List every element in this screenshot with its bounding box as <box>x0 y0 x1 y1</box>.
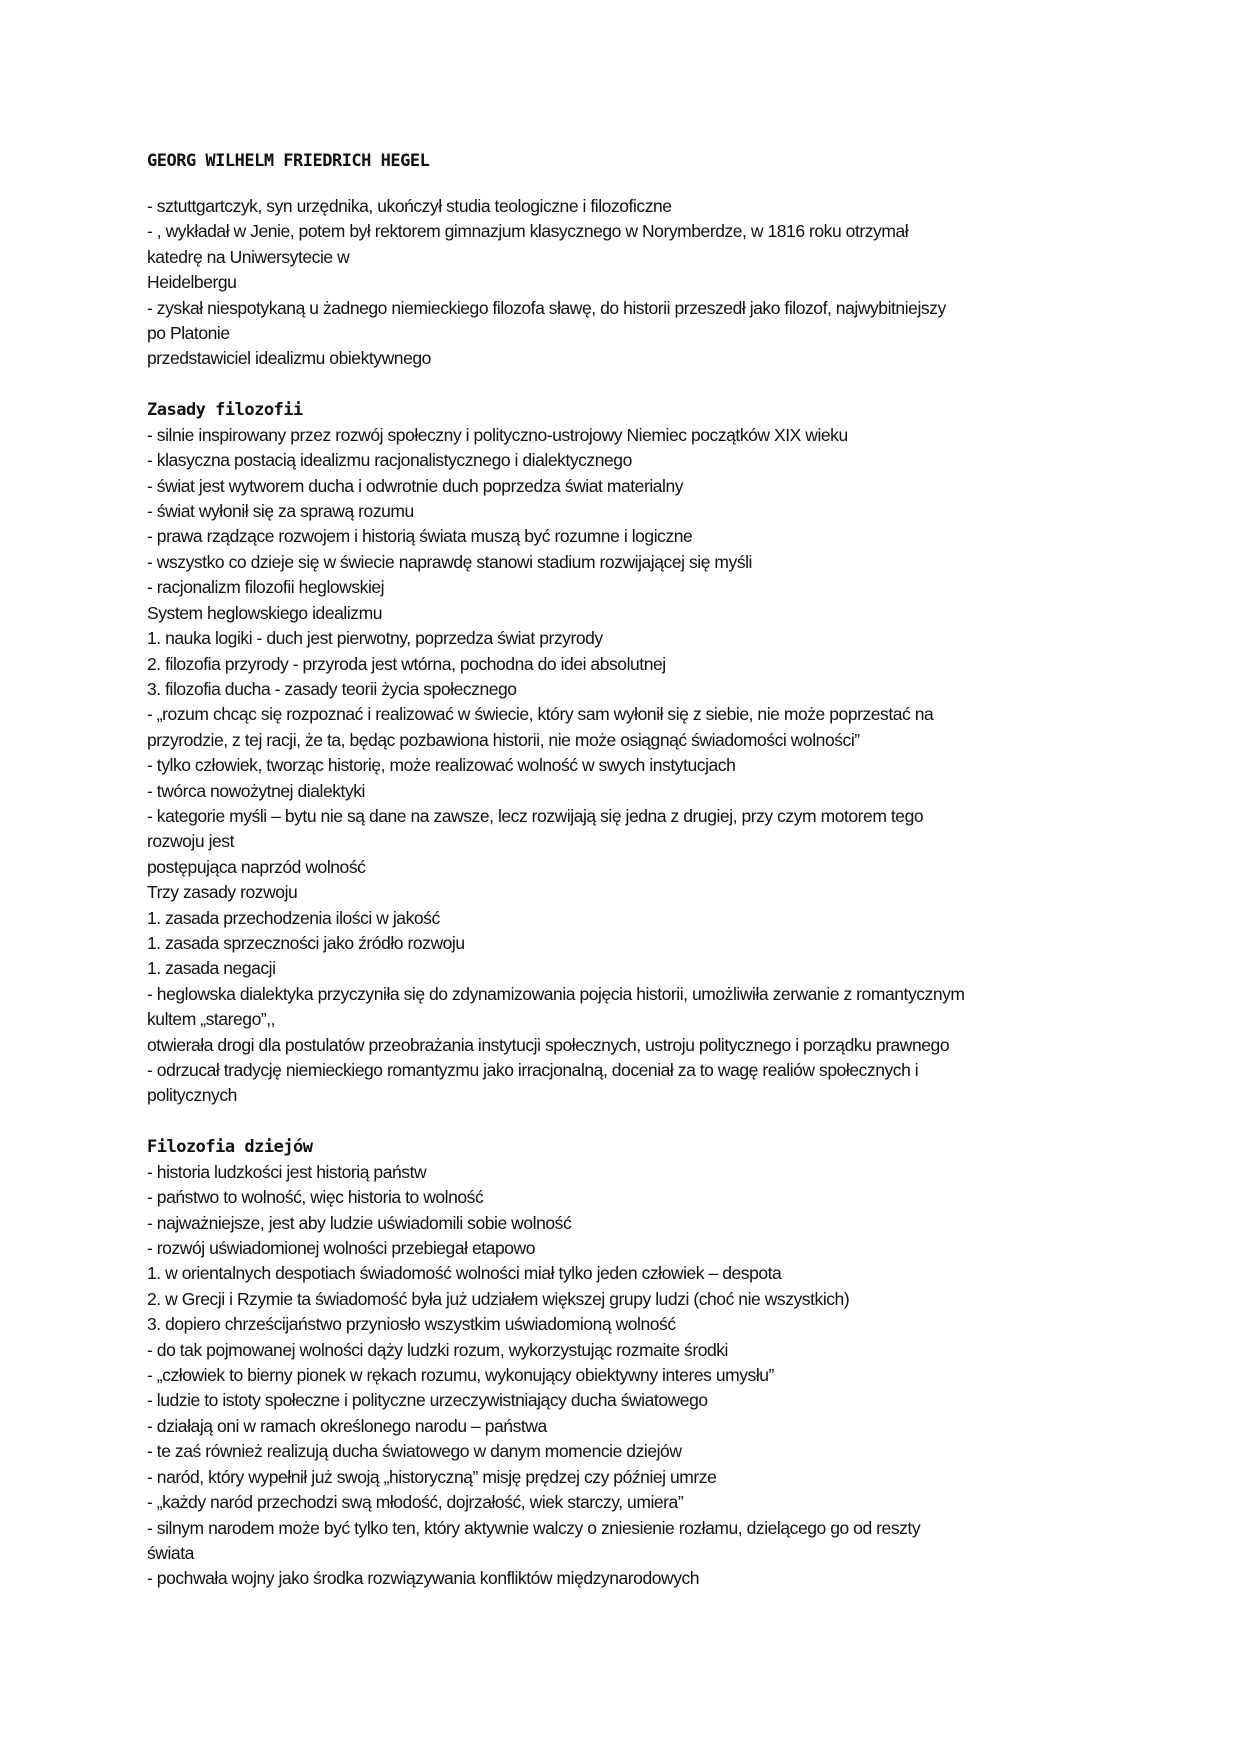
text-line: - ludzie to istoty społeczne i polityczne urzeczywistniający ducha światowego <box>147 1390 708 1411</box>
text-line: 1. nauka logiki - duch jest pierwotny, poprzedza świat przyrody <box>147 628 603 649</box>
section-body-dziejow <box>147 1160 1107 1592</box>
text-line: 1. zasada sprzeczności jako źródło rozwoju <box>147 932 465 953</box>
text-line: - klasyczna postacią idealizmu racjonalistycznego i dialektycznego <box>147 450 632 471</box>
text-line: - tylko człowiek, tworząc historię, może realizować wolność w swych instytucjach <box>147 755 736 776</box>
text-line: 1. zasada przechodzenia ilości w jakość <box>147 907 440 928</box>
text-line: - historia ludzkości jest historią państw <box>147 1161 427 1182</box>
section-body-zasady <box>147 423 1107 1109</box>
text-line: - te zaś również realizują ducha światowego w danym momencie dziejów <box>147 1441 682 1462</box>
text-line: - najważniejsze, jest aby ludzie uświadomili sobie wolność <box>147 1212 572 1233</box>
text-line: świata <box>147 1542 194 1563</box>
text-line: - zyskał niespotykaną u żadnego niemieckiego filozofa sławę, do historii przeszedł jako filozof, najwybitniejszy <box>147 297 946 318</box>
text-line: - państwo to wolność, więc historia to wolność <box>147 1187 484 1208</box>
document-page <box>147 148 1107 1592</box>
intro-paragraph <box>147 194 1107 372</box>
text-line: Heidelbergu <box>147 272 237 293</box>
text-line: 1. w orientalnych despotiach świadomość wolności miał tylko jeden człowiek – despota <box>147 1263 782 1284</box>
text-line: rozwoju jest <box>147 831 234 852</box>
text-line: katedrę na Uniwersytecie w <box>147 246 350 267</box>
text-line: - świat jest wytworem ducha i odwrotnie duch poprzedza świat materialny <box>147 475 684 496</box>
section-heading-dziejow: Filozofia dziejów <box>147 1136 313 1157</box>
text-line: - racjonalizm filozofii heglowskiej <box>147 577 385 598</box>
text-line: - wszystko co dzieje się w świecie naprawdę stanowi stadium rozwijającej się myśli <box>147 551 752 572</box>
text-line: - heglowska dialektyka przyczyniła się do zdynamizowania pojęcia historii, umożliwiła zerwanie z romantycznym <box>147 983 965 1004</box>
text-line: - , wykładał w Jenie, potem był rektorem gimnazjum klasycznego w Norymberdze, w 1816 roku otrzymał <box>147 221 909 242</box>
text-line: - prawa rządzące rozwojem i historią świata muszą być rozumne i logiczne <box>147 526 693 547</box>
text-line: - „każdy naród przechodzi swą młodość, dojrzałość, wiek starczy, umiera” <box>147 1492 684 1513</box>
text-line: - pochwała wojny jako środka rozwiązywania konfliktów międzynarodowych <box>147 1568 700 1589</box>
text-line: - rozwój uświadomionej wolności przebiegał etapowo <box>147 1238 535 1259</box>
text-line: 3. filozofia ducha - zasady teorii życia społecznego <box>147 678 517 699</box>
text-line: 2. w Grecji i Rzymie ta świadomość była już udziałem większej grupy ludzi (choć nie wszystkich) <box>147 1288 850 1309</box>
text-line: 2. filozofia przyrody - przyroda jest wtórna, pochodna do idei absolutnej <box>147 653 666 674</box>
text-line: - sztuttgartczyk, syn urzędnika, ukończył studia teologiczne i filozoficzne <box>147 196 672 216</box>
text-line: - silnym narodem może być tylko ten, który aktywnie walczy o zniesienie rozłamu, dzielącego go od reszty <box>147 1517 921 1538</box>
section-heading-zasady: Zasady filozofii <box>147 399 303 420</box>
text-line: System heglowskiego idealizmu <box>147 602 382 623</box>
text-line: - kategorie myśli – bytu nie są dane na zawsze, lecz rozwijają się jedna z drugiej, przy czym motorem tego <box>147 805 924 826</box>
text-line: - „rozum chcąc się rozpoznać i realizować w świecie, który sam wyłonił się z siebie, nie może poprzestać na <box>147 704 934 725</box>
document-title: GEORG WILHELM FRIEDRICH HEGEL <box>147 151 430 171</box>
section-gap <box>147 372 1107 397</box>
text-line: - odrzucał tradycję niemieckiego romantyzmu jako irracjonalną, doceniał za to wagę realiów społecznych i <box>147 1060 919 1080</box>
text-line: Trzy zasady rozwoju <box>147 882 298 903</box>
text-line: kultem „starego”,, <box>147 1009 276 1030</box>
text-line: - twórca nowożytnej dialektyki <box>147 780 365 801</box>
text-line: - świat wyłonił się za sprawą rozumu <box>147 501 414 522</box>
text-line: 1. zasada negacji <box>147 958 276 979</box>
text-line: - silnie inspirowany przez rozwój społeczny i polityczno-ustrojowy Niemiec początków XIX wieku <box>147 424 848 445</box>
text-line: 3. dopiero chrześcijaństwo przyniosło wszystkim uświadomioną wolność <box>147 1314 676 1335</box>
text-line: przyrodzie, z tej racji, że ta, będąc pozbawiona historii, nie może osiągnąć świadomości wolności” <box>147 729 860 750</box>
text-line: otwierała drogi dla postulatów przeobrażania instytucji społecznych, ustroju politycznego i porządku prawnego <box>147 1034 950 1055</box>
section-gap <box>147 1109 1107 1134</box>
text-line: po Platonie <box>147 323 230 344</box>
text-line: postępująca naprzód wolność <box>147 856 366 877</box>
text-line: - do tak pojmowanej wolności dąży ludzki rozum, wykorzystując rozmaite środki <box>147 1339 728 1360</box>
text-line: - działają oni w ramach określonego narodu – państwa <box>147 1415 547 1436</box>
text-line: - naród, który wypełnił już swoją „historyczną” misję prędzej czy później umrze <box>147 1466 717 1487</box>
text-line: politycznych <box>147 1085 237 1106</box>
text-line: - „człowiek to bierny pionek w rękach rozumu, wykonujący obiektywny interes umysłu” <box>147 1365 774 1386</box>
text-line: przedstawiciel idealizmu obiektywnego <box>147 348 431 369</box>
